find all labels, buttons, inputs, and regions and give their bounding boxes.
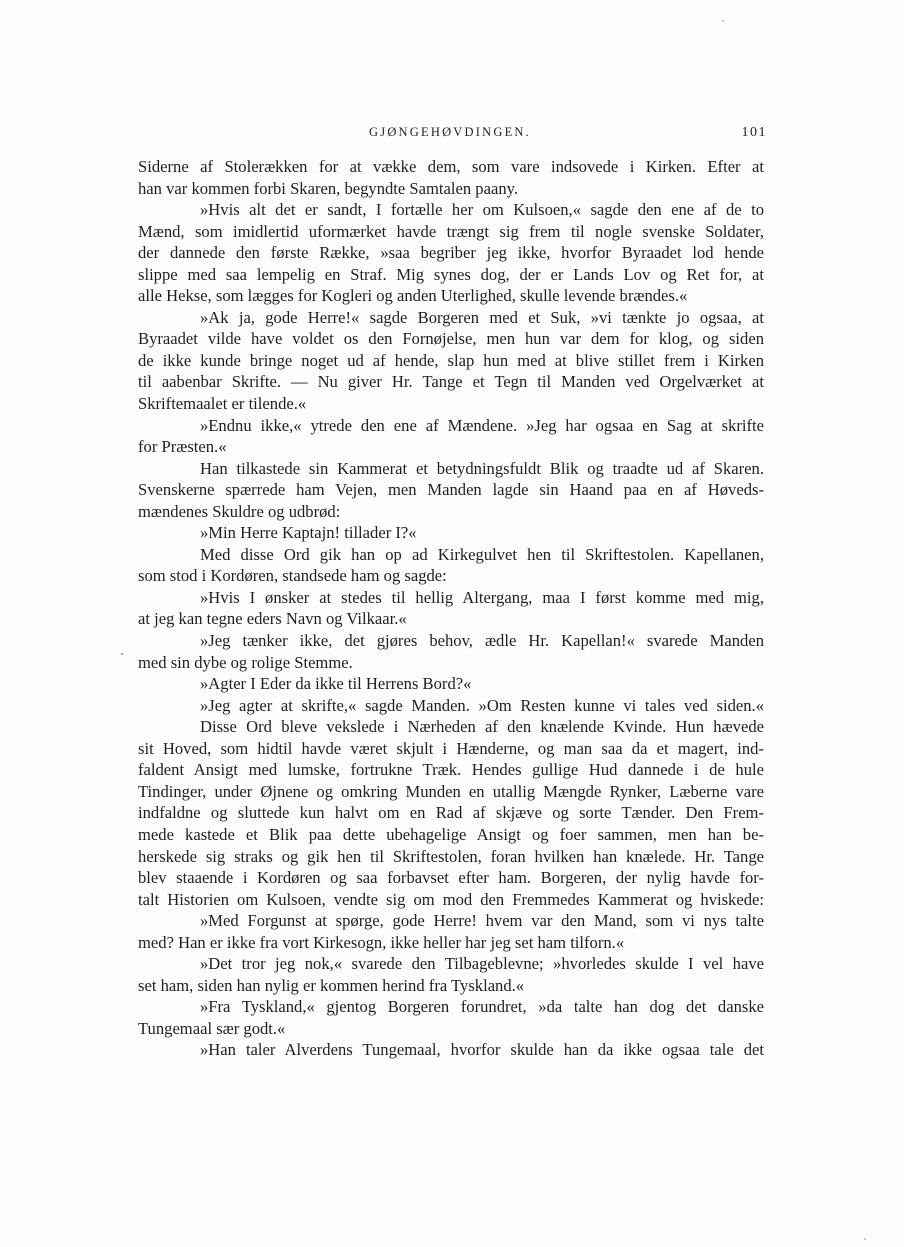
text-line: for Præsten.« [138,437,227,457]
text-line: Med disse Ord gik han op ad Kirkegulvet hen til Skriftestolen. Kapellanen, [200,544,764,564]
text-line: til aabenbar Skrifte. — Nu giver Hr. Tange et Tegn til Manden ved Orgelværket at [138,372,764,392]
text-line: talt Historien om Kulsoen, vendte sig om mod den Fremmedes Kammerat og hviskede: [138,889,764,909]
text-line: »Jeg tænker ikke, det gjøres behov, ædle Hr. Kapellan!« svarede Manden [200,631,764,651]
text-line: Mænd, som imidlertid uformærket havde trængt sig frem til nogle svenske Soldater, [138,221,764,241]
text-line: med sin dybe og rolige Stemme. [138,652,353,672]
text-line: slippe med saa lempelig en Straf. Mig synes dog, der er Lands Lov og Ret for, at [138,264,764,284]
text-line: »Min Herre Kaptajn! tillader I?« [200,523,417,543]
text-line: han var kommen forbi Skaren, begyndte Samtalen paany. [138,178,519,198]
text-line: mede kastede et Blik paa dette ubehagelige Ansigt og foer sammen, men han be- [138,824,764,844]
text-line: »Han taler Alverdens Tungemaal, hvorfor skulde han da ikke ogsaa tale det [200,1040,764,1060]
text-line: herskede sig straks og gik hen til Skriftestolen, foran hvilken han knælede. Hr. Tange [138,846,764,866]
text-line: set ham, siden han nylig er kommen herind fra Tyskland.« [138,975,525,995]
text-line: mændenes Skuldre og udbrød: [138,501,341,521]
page-speck [722,20,724,22]
text-line: indfaldne og sluttede kun halvt om en Rad af skjæve og sorte Tænder. Den Frem- [138,803,764,823]
text-line: Disse Ord bleve vekslede i Nærheden af den knælende Kvinde. Hun hævede [200,717,764,737]
text-line: Skriftemaalet er tilende.« [138,394,307,414]
text-line: Byraadet vilde have voldet os den Fornøjelse, men hun var dem for klog, og siden [138,329,764,349]
page-number: 101 [741,125,767,140]
page-header [137,123,767,143]
running-title: GJØNGEHØVDINGEN. [369,125,531,139]
text-line: »Hvis I ønsker at stedes til hellig Altergang, maa I først komme med mig, [200,587,764,607]
text-line: »Med Forgunst at spørge, gode Herre! hvem var den Mand, som vi nys talte [200,911,764,931]
text-line: sit Hoved, som hidtil havde været skjult i Hænderne, og man saa da et magert, ind- [138,738,764,758]
text-line: faldent Ansigt med lumske, fortrukne Træk. Hendes gullige Hud dannede i de hule [138,760,764,780]
text-line: Tindinger, under Øjnene og omkring Munden en utallig Mængde Rynker, Læberne vare [138,781,764,801]
text-line: »Fra Tyskland,« gjentog Borgeren forundret, »da talte han dog det danske [200,997,764,1017]
text-line: Svenskerne spærrede ham Vejen, men Manden lagde sin Haand paa en af Høveds- [138,480,764,500]
text-line: »Endnu ikke,« ytrede den ene af Mændene. »Jeg har ogsaa en Sag at skrifte [200,415,764,435]
text-line: »Agter I Eder da ikke til Herrens Bord?« [200,674,472,694]
text-line: Han tilkastede sin Kammerat et betydningsfuldt Blik og traadte ud af Skaren. [200,458,764,478]
text-line: alle Hekse, som lægges for Kogleri og anden Uterlighed, skulle levende brændes.« [138,286,688,306]
page-speck [864,1238,866,1240]
text-line: »Det tror jeg nok,« svarede den Tilbageblevne; »hvorledes skulde I vel have [200,954,764,974]
text-line: at jeg kan tegne eders Navn og Vilkaar.« [138,609,407,629]
text-line: »Hvis alt det er sandt, I fortælle her om Kulsoen,« sagde den ene af de to [200,200,764,220]
text-line: de ikke kunde bringe noget ud af hende, slap hun med at blive stillet frem i Kirken [138,350,764,370]
text-line: »Ak ja, gode Herre!« sagde Borgeren med et Suk, »vi tænkte jo ogsaa, at [200,307,764,327]
body-text [138,156,764,1061]
text-line: Tungemaal sær godt.« [138,1018,286,1038]
text-line: med? Han er ikke fra vort Kirkesogn, ikke heller har jeg set ham tilforn.« [138,932,625,952]
text-line: som stod i Kordøren, standsede ham og sagde: [138,566,447,586]
text-line: der dannede den første Række, »saa begriber jeg ikke, hvorfor Byraadet lod hende [138,243,764,263]
text-line: »Jeg agter at skrifte,« sagde Manden. »Om Resten kunne vi tales ved siden.« [200,695,764,715]
text-line: blev staaende i Kordøren og saa forbavset efter ham. Borgeren, der nylig havde for- [138,868,764,888]
page-speck [121,653,123,655]
text-line: Siderne af Stolerækken for at vække dem, som vare indsovede i Kirken. Efter at [138,157,764,176]
